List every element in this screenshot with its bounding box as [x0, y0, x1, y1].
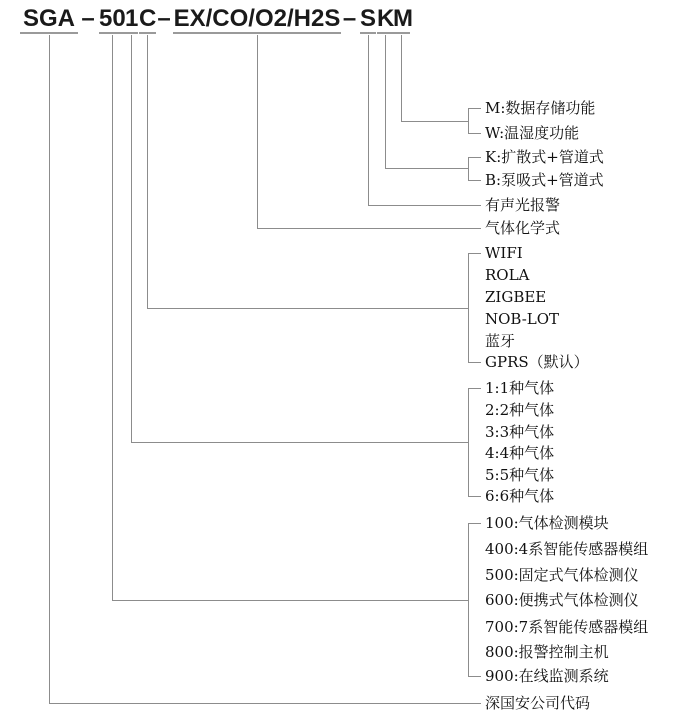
label-company-code: 深国安公司代码 — [485, 694, 591, 712]
label-gas-6: 6:6种气体 — [485, 487, 555, 505]
bracket-comm-tick-bottom — [468, 362, 481, 363]
connector-series-horizontal — [112, 600, 468, 601]
label-wifi: WIFI — [485, 244, 523, 262]
label-k-diffusion: K:扩散式+管道式 — [485, 148, 604, 166]
label-series-800: 800:报警控制主机 — [485, 643, 609, 661]
label-rola: ROLA — [485, 266, 530, 284]
label-b-pump: B:泵吸式+管道式 — [485, 171, 604, 189]
code-dash: – — [81, 5, 95, 32]
bracket-function — [468, 108, 469, 134]
code-segment-comm: C — [139, 5, 157, 32]
code-segment-sampling: K — [377, 5, 395, 32]
bracket-sampling-tick-top — [468, 157, 481, 158]
bracket-series-tick-bottom — [468, 676, 481, 677]
connector-gas-count-horizontal — [131, 442, 468, 443]
code-segment-company: SGA — [20, 6, 78, 34]
label-bluetooth: 蓝牙 — [485, 332, 516, 350]
label-gas-3: 3:3种气体 — [485, 423, 555, 441]
connector-function-vertical — [401, 35, 402, 121]
code-segment-alarm: S — [360, 5, 377, 32]
label-gas-4: 4:4种气体 — [485, 444, 555, 462]
bracket-comm — [468, 253, 469, 363]
code-dash: – — [157, 5, 171, 32]
connector-alarm-horizontal — [368, 205, 481, 206]
bracket-comm-tick-top — [468, 253, 481, 254]
label-series-500: 500:固定式气体检测仪 — [485, 566, 639, 584]
label-series-900: 900:在线监测系统 — [485, 667, 609, 685]
connector-comm-horizontal — [147, 308, 468, 309]
bracket-gas-count — [468, 388, 469, 497]
bracket-gas-count-tick-top — [468, 388, 481, 389]
connector-gas-formula-horizontal — [257, 228, 481, 229]
code-segment-function: M — [393, 5, 413, 32]
code-segment-gas-count: 1 — [125, 5, 139, 32]
label-gas-1: 1:1种气体 — [485, 379, 555, 397]
connector-sampling-horizontal — [385, 168, 468, 169]
connector-gas-formula-vertical — [257, 35, 258, 228]
bracket-series-tick-top — [468, 523, 481, 524]
label-series-700: 700:7系智能传感器模组 — [485, 618, 649, 636]
connector-company-vertical — [49, 35, 50, 703]
label-gas-2: 2:2种气体 — [485, 401, 555, 419]
label-alarm: 有声光报警 — [485, 196, 561, 214]
label-nob-lot: NOB-LOT — [485, 310, 560, 328]
code-segment-gas-formula: EX/CO/O2/H2S — [173, 5, 341, 32]
label-series-600: 600:便携式气体检测仪 — [485, 591, 639, 609]
label-series-400: 400:4系智能传感器模组 — [485, 540, 649, 558]
connector-alarm-vertical — [368, 35, 369, 205]
code-segment-series: 50 — [99, 5, 126, 32]
connector-sampling-vertical — [385, 35, 386, 168]
label-zigbee: ZIGBEE — [485, 288, 547, 306]
connector-comm-vertical — [147, 35, 148, 308]
connector-function-horizontal — [401, 121, 468, 122]
bracket-sampling — [468, 157, 469, 181]
label-w-temp-humidity: W:温湿度功能 — [485, 124, 580, 142]
label-gprs: GPRS（默认） — [485, 353, 589, 371]
label-m-data-storage: M:数据存储功能 — [485, 99, 596, 117]
bracket-sampling-tick-bottom — [468, 180, 481, 181]
connector-company-horizontal — [49, 703, 481, 704]
connector-gas-count-vertical — [131, 35, 132, 442]
label-gas-formula: 气体化学式 — [485, 219, 561, 237]
code-dash: – — [342, 5, 357, 32]
label-gas-5: 5:5种气体 — [485, 466, 555, 484]
bracket-function-tick-bottom — [468, 133, 481, 134]
label-series-100: 100:气体检测模块 — [485, 514, 609, 532]
bracket-function-tick-top — [468, 108, 481, 109]
connector-series-vertical — [112, 35, 113, 600]
bracket-gas-count-tick-bottom — [468, 496, 481, 497]
bracket-series — [468, 523, 469, 677]
